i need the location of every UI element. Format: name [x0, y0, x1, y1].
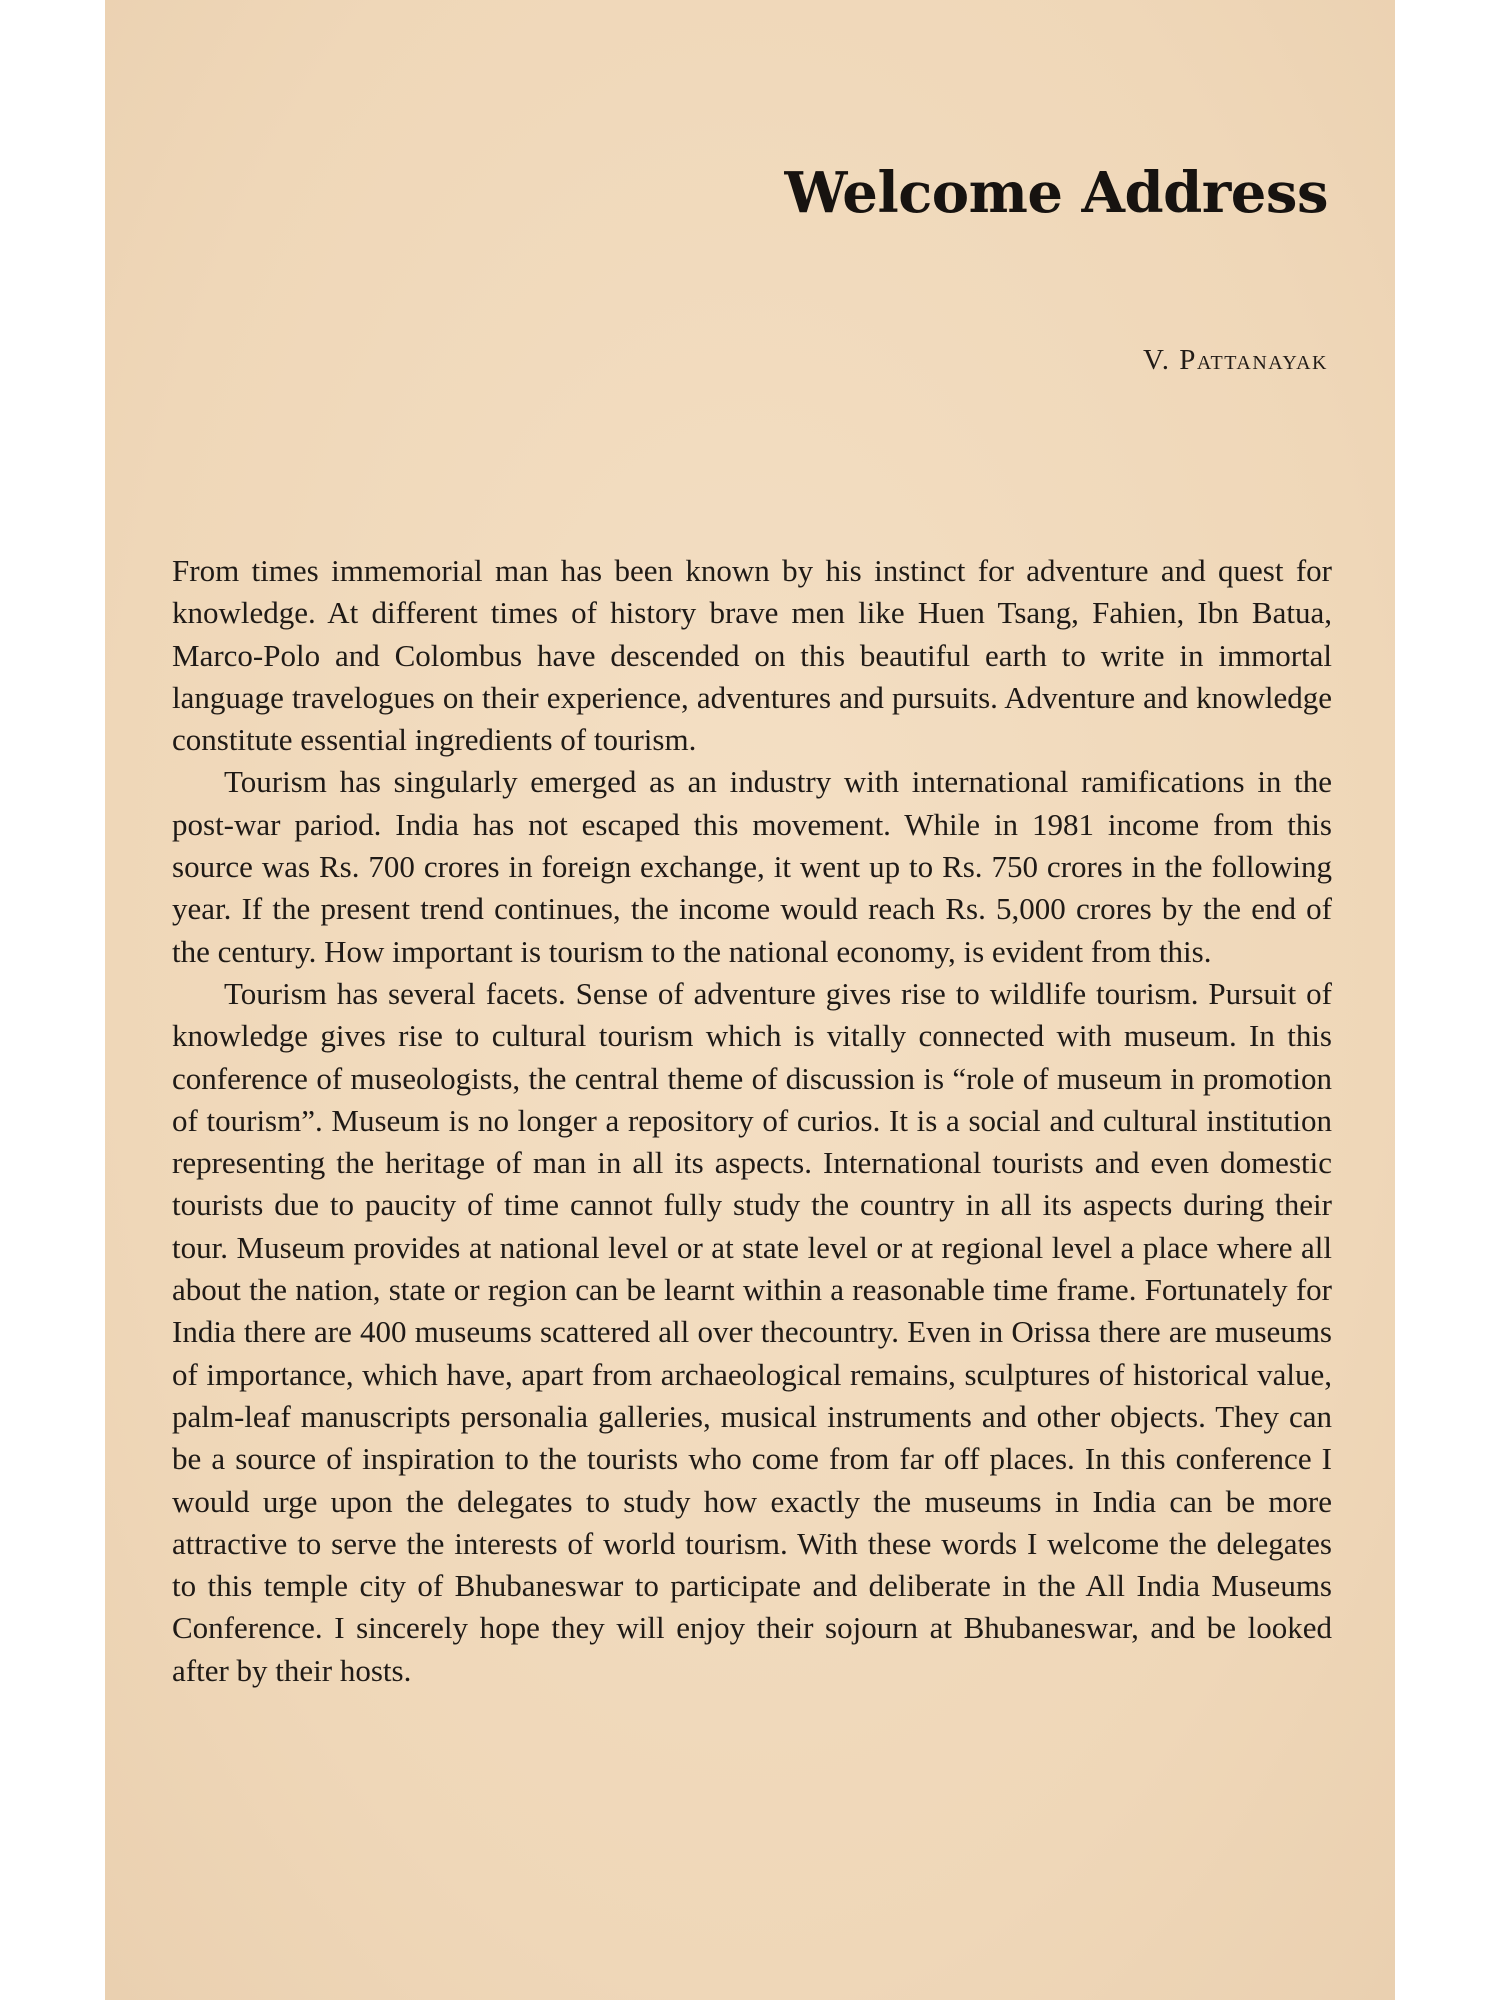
article-body	[172, 550, 1332, 1692]
book-page	[105, 0, 1395, 2000]
paragraph-2: Tourism has singularly emerged as an industry with international ramifications in the post-war pariod. India has not escaped this movement. While in 1981 income from this source was Rs. 700 crores in foreign exchange, it went up to Rs. 750 crores in the following year. If the present trend continues, the income would reach Rs. 5,000 crores by the end of the century. How important is tourism to the national economy, is evident from this.	[172, 764, 1332, 969]
paragraph-3: Tourism has several facets. Sense of adventure gives rise to wildlife tourism. Pursuit of knowledge gives rise to cultural tourism which is vitally connected with museum. In this conference of museologists, the central theme of discussion is “role of museum in promotion of tourism”. Museum is no longer a repository of curios. It is a social and cultural institution representing the heritage of man in all its aspects. International tourists and even domestic tourists due to paucity of time cannot fully study the country in all its aspects during their tour. Museum provides at national level or at state level or at regional level a place where all about the nation, state or region can be learnt within a reasonable time frame. Fortunately for India there are 400 museums scattered all over thecountry. Even in Orissa there are museums of importance, which have, apart from archaeological remains, sculptures of historical value, palm-leaf manuscripts personalia galleries, musical instruments and other objects. They can be a source of inspiration to the tourists who come from far off places. In this conference I would urge upon the delegates to study how exactly the museums in India can be more attractive to serve the interests of world tourism. With these words I welcome the delegates to this temple city of Bhubaneswar to participate and deliberate in the All India Museums Conference. I sincerely hope they will enjoy their sojourn at Bhubaneswar, and be looked after by their hosts.	[172, 975, 1332, 1688]
page-title: Welcome Address	[784, 160, 1328, 226]
paragraph-1: From times immemorial man has been known by his instinct for adventure and quest for knowledge. At different times of history brave men like Huen Tsang, Fahien, Ibn Batua, Marco-Polo and Colombus have descended on this beautiful earth to write in immortal language travelogues on their experience, adventures and pursuits. Adventure and knowledge constitute essential ingredients of tourism.	[172, 553, 1332, 758]
author-name: V. Pattanayak	[1143, 344, 1328, 376]
